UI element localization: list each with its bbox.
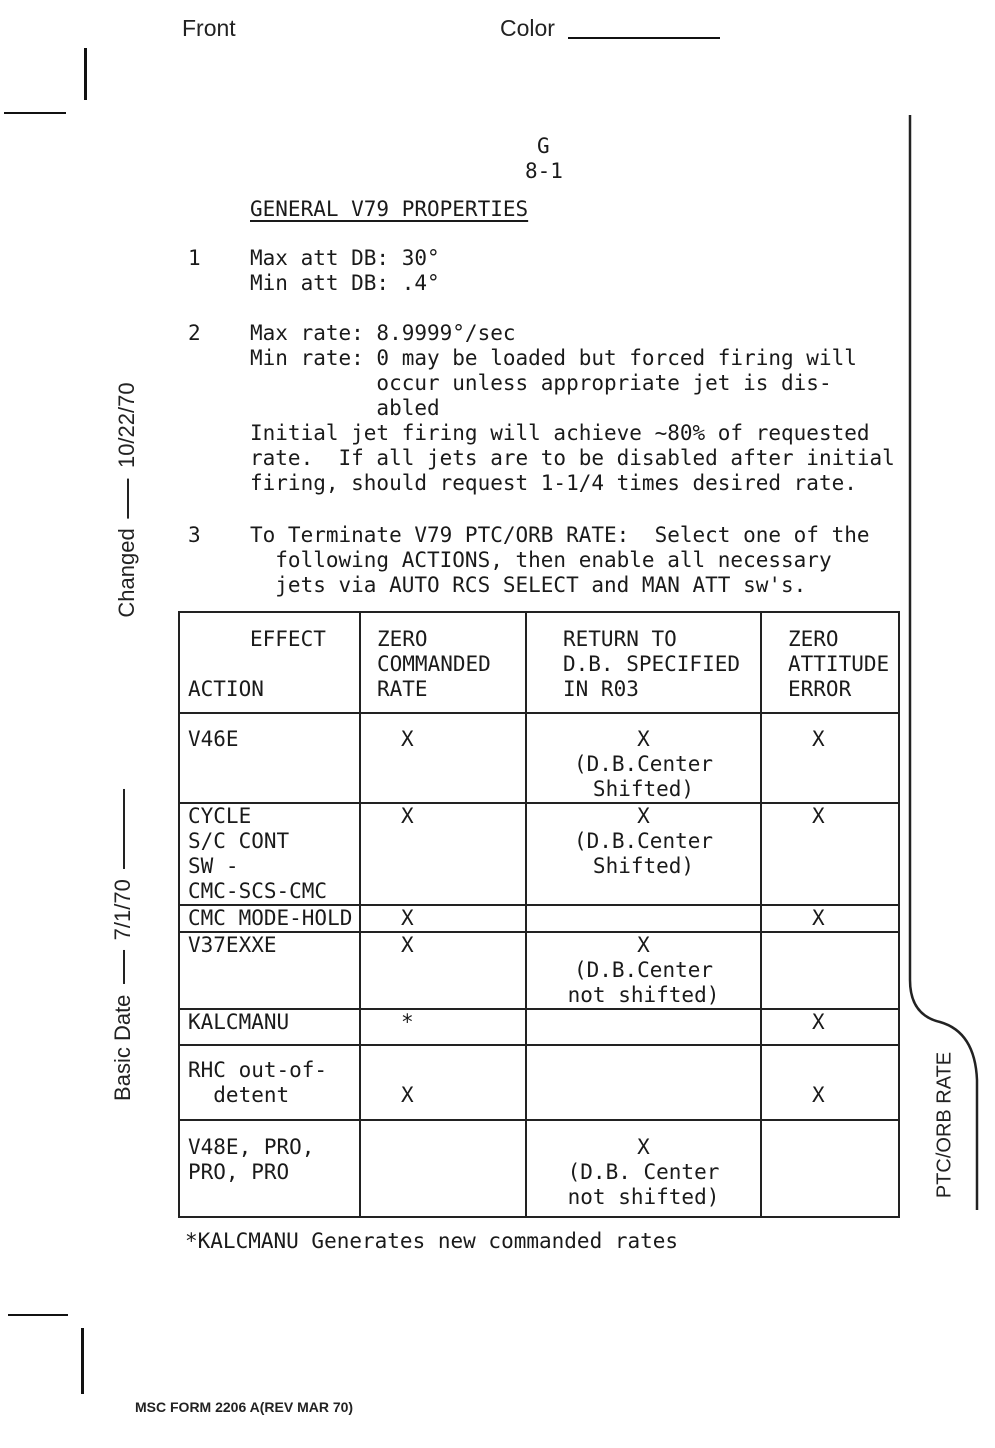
changed-date-stamp <box>114 382 140 617</box>
header-cell <box>761 612 899 713</box>
row-action: KALCMANU <box>188 1010 290 1034</box>
crop-mark-top-horizontal <box>4 112 66 114</box>
table-row <box>179 905 899 932</box>
header-text: ZERO COMMANDED RATE <box>377 627 491 701</box>
footnote: *KALCMANU Generates new commanded rates <box>185 1229 679 1253</box>
table-header-row <box>179 612 899 713</box>
table-row <box>179 1120 899 1217</box>
row-return-db: X (D.B.Center not shifted) <box>567 933 720 1007</box>
table-row <box>179 803 899 905</box>
crop-mark-top-vertical <box>84 48 87 100</box>
row-zero-rate: X <box>401 906 414 930</box>
color-label: Color <box>500 15 555 41</box>
item-2-number: 2 <box>188 321 201 345</box>
item-line: following ACTIONS, then enable all necessary <box>250 548 832 572</box>
table-row <box>179 932 899 1009</box>
table-row <box>179 1045 899 1120</box>
row-zero-rate: X <box>401 727 414 751</box>
front-label: Front <box>182 15 236 41</box>
item-line: Min att DB: .4° <box>250 271 440 295</box>
row-zero-rate: X <box>401 804 414 828</box>
row-return-db <box>527 1046 760 1058</box>
changed-date: 10/22/70 <box>114 382 139 469</box>
row-zero-rate: X <box>401 1083 414 1107</box>
changed-rule <box>127 478 129 518</box>
row-zero-rate: * <box>401 1010 414 1034</box>
item-3-number: 3 <box>188 523 201 547</box>
basic-date-stamp <box>110 789 136 1101</box>
header-text: RETURN TO D.B. SPECIFIED IN R03 <box>563 627 741 701</box>
header-cell <box>526 612 761 713</box>
item-line: rate. If all jets are to be disabled after initial <box>250 446 895 470</box>
row-zero-error: X <box>812 906 825 930</box>
table-row <box>179 1009 899 1045</box>
tab-label: PTC/ORB RATE <box>933 1051 956 1199</box>
item-2-text <box>250 321 895 496</box>
row-zero-rate: X <box>401 933 414 957</box>
row-zero-error: X <box>812 1010 825 1034</box>
form-id: MSC FORM 2206 A(REV MAR 70) <box>135 1399 354 1415</box>
basic-date-value: 7/1/70 <box>110 879 135 941</box>
item-1-number: 1 <box>188 246 201 270</box>
item-line: abled <box>250 396 440 420</box>
row-action: RHC out-of- detent <box>188 1058 328 1107</box>
row-action: V48E, PRO, PRO, PRO <box>188 1135 315 1184</box>
item-line: Max att DB: 30° <box>250 246 440 270</box>
item-line: firing, should request 1-1/4 times desired rate. <box>250 471 857 495</box>
header-effect: EFFECT <box>250 627 326 651</box>
row-zero-error: X <box>812 804 825 828</box>
row-action: V37EXXE <box>188 933 277 957</box>
crop-mark-bottom-horizontal <box>8 1314 68 1316</box>
row-zero-error: X <box>812 1083 825 1107</box>
item-line: Min rate: 0 may be loaded but forced firing will <box>250 346 857 370</box>
header-text: ZERO ATTITUDE ERROR <box>788 627 890 701</box>
item-line: jets via AUTO RCS SELECT and MAN ATT sw's. <box>250 573 807 597</box>
row-return-db: X (D.B. Center not shifted) <box>567 1135 720 1209</box>
basic-date-rule <box>123 950 125 984</box>
table-row <box>179 713 899 803</box>
header-action: ACTION <box>188 677 264 701</box>
item-line: occur unless appropriate jet is dis- <box>250 371 832 395</box>
header-corner-cell <box>179 612 360 713</box>
crop-mark-bottom-vertical <box>81 1328 84 1394</box>
basic-date-rule-2 <box>123 789 125 869</box>
row-zero-rate <box>361 1121 525 1135</box>
item-line: Max rate: 8.9999°/sec <box>250 321 516 345</box>
item-line: Initial jet firing will achieve ~80% of requested <box>250 421 870 445</box>
page-letter: G <box>537 134 550 158</box>
item-3-text <box>250 523 870 598</box>
row-action: CMC MODE-HOLD <box>188 906 353 930</box>
row-action: V46E <box>188 727 239 751</box>
row-return-db: X (D.B.Center Shifted) <box>573 727 714 801</box>
item-1-text <box>250 246 440 296</box>
changed-label: Changed <box>114 528 139 618</box>
row-return-db: X (D.B.Center Shifted) <box>573 804 714 878</box>
item-line: To Terminate V79 PTC/ORB RATE: Select one of the <box>250 523 870 547</box>
color-blank-line <box>568 37 720 39</box>
row-zero-error: X <box>812 727 825 751</box>
row-action: CYCLE S/C CONT SW - CMC-SCS-CMC <box>188 804 328 903</box>
page-title: GENERAL V79 PROPERTIES <box>250 197 529 221</box>
header-cell <box>360 612 526 713</box>
action-table <box>178 611 900 1218</box>
page-number: 8-1 <box>525 159 563 183</box>
row-zero-error <box>762 1121 898 1135</box>
basic-date-label: Basic Date <box>110 994 135 1101</box>
